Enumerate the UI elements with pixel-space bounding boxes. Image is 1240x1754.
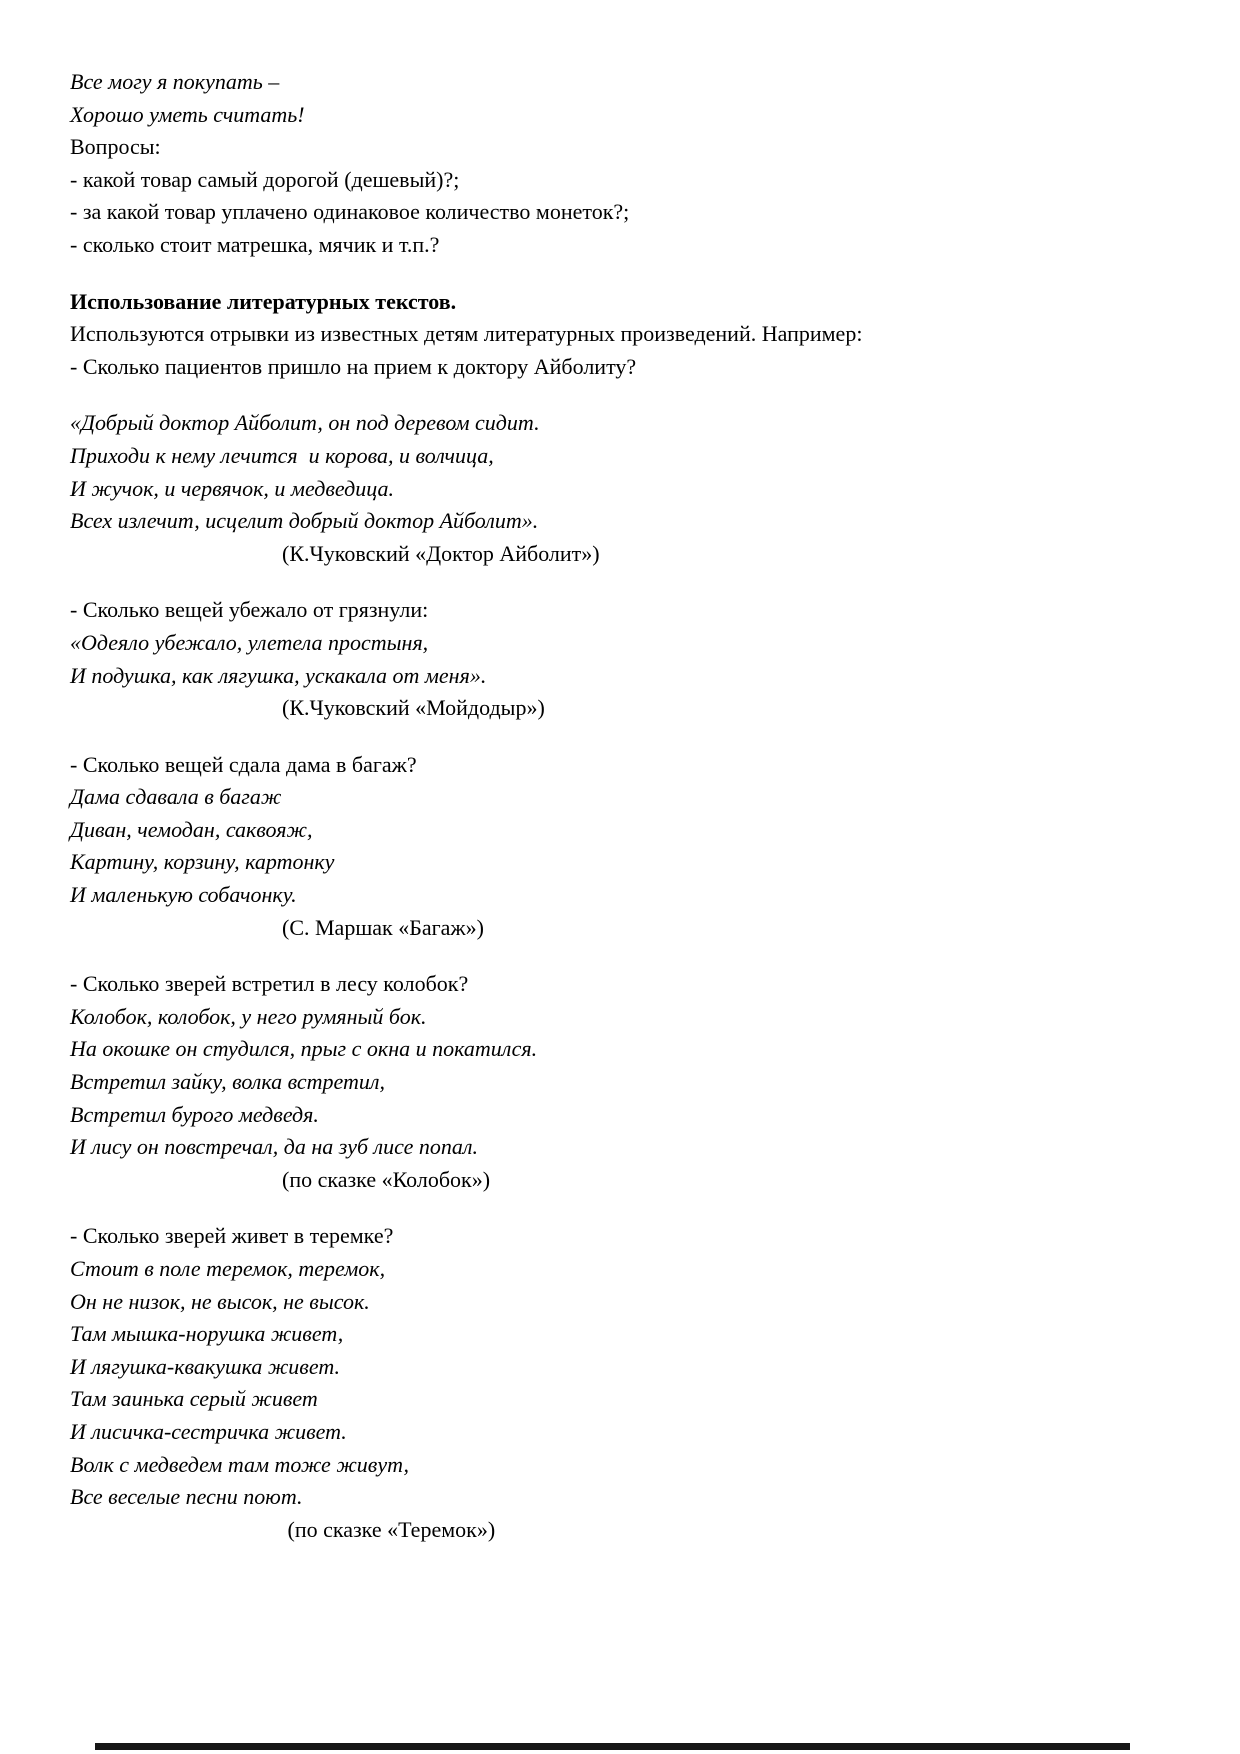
paragraph-block [70,749,1150,782]
text-line: - Сколько вещей убежало от грязнули: [70,597,429,623]
paragraph-block [70,1253,1150,1514]
text-line: Встретил зайку, волка встретил, [70,1069,386,1095]
paragraph-block [70,286,1150,319]
text-line: - Сколько вещей сдала дама в багаж? [70,751,417,777]
text-line: Там заинька серый живет [70,1386,318,1412]
text-line: Дама сдавала в багаж [70,784,282,810]
text-line: - Сколько зверей встретил в лесу колобок? [70,971,469,997]
paragraph-block [70,1220,1150,1253]
text-line: - за какой товар уплачено одинаковое количество монеток?; [70,199,630,225]
text-line: «Одеяло убежало, улетела простыня, [70,629,429,655]
text-line: (К.Чуковский «Мойдодыр») [282,695,545,721]
text-line: И маленькую собачонку. [70,882,297,908]
text-line: Там мышка-норушка живет, [70,1321,344,1347]
paragraph-block [70,131,1150,261]
text-line: (С. Маршак «Багаж») [282,914,484,940]
text-line: Встретил бурого медведя. [70,1101,319,1127]
paragraph-block [70,66,1150,131]
paragraph-block [70,627,1150,692]
paragraph-block [70,1001,1150,1164]
paragraph-block [70,1514,1150,1547]
text-line: И лягушка-квакушка живет. [70,1353,340,1379]
document-content [70,66,1150,1546]
text-line: - Сколько зверей живет в теремке? [70,1223,394,1249]
text-line: Волк с медведем там тоже живут, [70,1451,410,1477]
text-line: - сколько стоит матрешка, мячик и т.п.? [70,231,440,257]
paragraph-block [70,692,1150,725]
text-line: - Сколько пациентов пришло на прием к доктору Айболиту? [70,353,637,379]
text-line: И лису он повстречал, да на зуб лисе попал. [70,1134,478,1160]
text-line: Картину, корзину, картонку [70,849,335,875]
paragraph-block [70,1164,1150,1197]
text-line: «Добрый доктор Айболит, он под деревом сидит. [70,410,540,436]
text-line: Стоит в поле теремок, теремок, [70,1256,386,1281]
text-line: Все могу я покупать – [70,69,280,94]
paragraph-block [70,912,1150,945]
text-line: Диван, чемодан, саквояж, [70,816,313,842]
paragraph-block [70,781,1150,911]
text-line: - какой товар самый дорогой (дешевый)?; [70,166,460,192]
text-line: (К.Чуковский «Доктор Айболит») [282,540,600,566]
text-line: Вопросы: [70,134,161,160]
paragraph-block [70,538,1150,571]
text-line: Приходи к нему лечится и корова, и волчица, [70,442,494,468]
paragraph-block [70,407,1150,537]
text-line: (по сказке «Колобок») [282,1166,491,1192]
paragraph-block [70,968,1150,1001]
text-line: Он не низок, не высок, не высок. [70,1288,370,1314]
text-line: И жучок, и червячок, и медведица. [70,475,394,501]
text-line: Использование литературных текстов. [70,288,457,314]
text-line: Все веселые песни поют. [70,1484,303,1510]
text-line: И лисичка-сестричка живет. [70,1418,347,1444]
paragraph-block [70,594,1150,627]
text-line: (по сказке «Теремок») [282,1516,496,1542]
text-line: Хорошо уметь считать! [70,101,305,127]
text-line: Используются отрывки из известных детям литературных произведений. Например: [70,321,863,347]
text-line: Колобок, колобок, у него румяный бок. [70,1003,427,1029]
paragraph-block [70,318,1150,383]
text-line: Всех излечит, исцелит добрый доктор Айболит». [70,508,539,534]
text-line: И подушка, как лягушка, ускакала от меня». [70,662,487,688]
text-line: На окошке он студился, прыг с окна и покатился. [70,1036,538,1062]
page-bottom-rule [95,1743,1130,1750]
